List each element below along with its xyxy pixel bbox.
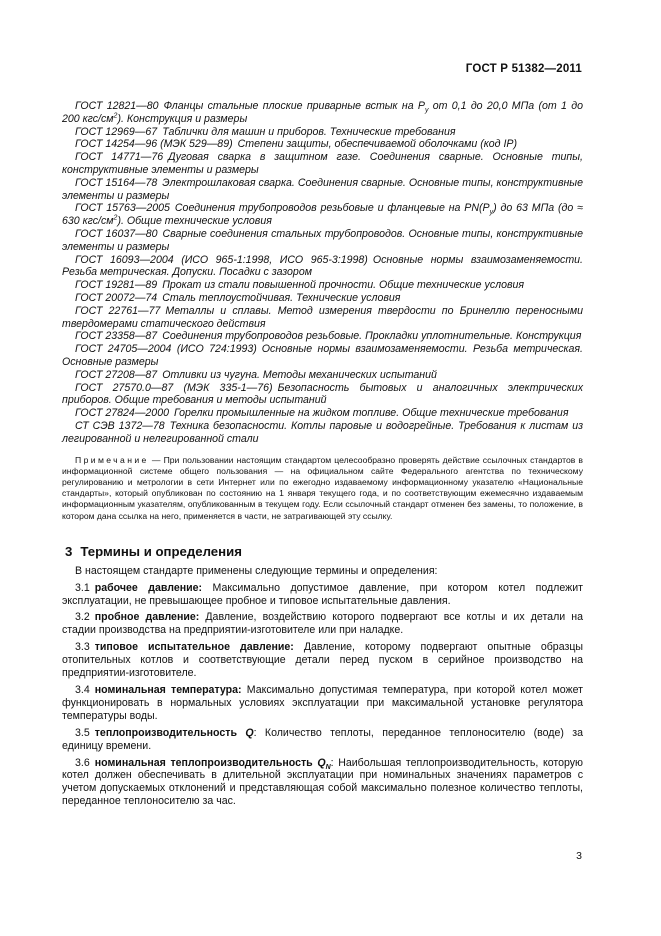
reference-item <box>62 305 583 331</box>
reference-item <box>62 382 583 408</box>
reference-title: Прокат из стали повышенной прочности. Общие технические условия <box>162 279 525 292</box>
reference-title: Соединения трубопроводов резьбовые. Прокладки уплотнительные. Конструкция <box>162 330 582 343</box>
reference-title: Основные нормы взаимозаменяемости. Резьба метрическая. Основные размеры <box>62 343 583 368</box>
reference-item <box>62 407 583 420</box>
reference-code: ГОСТ 22761—77 <box>75 304 161 317</box>
term-number: 3.1 <box>75 581 90 594</box>
term-definition <box>62 684 583 723</box>
reference-title-end: ). Конструкция и размеры <box>117 112 248 125</box>
reference-subscript: y <box>489 209 494 217</box>
reference-title: Фланцы стальные плоские приварные встык на P <box>163 100 425 112</box>
reference-item <box>62 100 583 126</box>
reference-item <box>62 151 583 177</box>
reference-item <box>62 177 583 203</box>
reference-title: Металлы и сплавы. Метод измерения твердости по Бринеллю переносными твердомерами статического действия <box>62 304 583 330</box>
term-number: 3.3 <box>75 641 90 654</box>
reference-code: ГОСТ 19281—89 <box>75 279 158 292</box>
reference-title: Таблички для машин и приборов. Технические требования <box>162 125 456 138</box>
reference-superscript: 2 <box>113 214 118 222</box>
note-text: — При пользовании настоящим стандартом целесообразно проверять действие ссылочных стандартов в информационной системе общего пользования — на официальном сайте Федерального агентства по техническому регулированию и метрологии в сети Интернет или по ежегодно издаваемому информационному указателю «Национальные стандарты», который опубликован по состоянию на 1 января текущего года, и по соответствующим ежемесячно издаваемым информационным указателям, опубликованным в текущем году. Если ссылочный стандарт отменен без замены, то положение, в котором дана ссылка на него, применяется в части, не затрагивающей эту ссылку. <box>62 454 583 521</box>
term-def: Максимально допустимая температура, при которой котел может функционировать в нормальных условиях эксплуатации при максимальной установке регулятора температуры воды. <box>62 683 583 722</box>
reference-title: Основные нормы взаимозаменяемости. Резьба метрическая. Допуски. Посадки с зазором <box>62 253 583 279</box>
reference-title: Техника безопасности. Котлы паровые и водогрейные. Требования к листам из легированной и нелегированной стали <box>62 419 584 445</box>
document-code: ГОСТ Р 51382—2011 <box>465 63 582 75</box>
reference-title: Безопасность бытовых и аналогичных электрических приборов. Общие требования и методы испытаний <box>62 381 583 407</box>
section-intro: В настоящем стандарте применены следующие термины и определения: <box>75 564 438 577</box>
term-def: Давление, воздействию которого подвергают все котлы и их детали на стадии производства на предприятии-изготовителе или при наладке. <box>62 611 583 637</box>
reference-title: Горелки промышленные на жидком топливе. Общие технические требования <box>173 407 569 420</box>
reference-title-cont: ) до 63 МПа (до ≈ 630 кгс/см <box>62 202 583 228</box>
reference-item <box>62 138 583 151</box>
reference-code: ГОСТ 14771—76 <box>75 151 164 164</box>
term-definition <box>62 641 583 680</box>
terms-list <box>62 582 583 809</box>
term-name: рабочее давление: <box>94 581 203 594</box>
reference-title: Электрошлаковая сварка. Соединения сварные. Основные типы, конструктивные элементы и размеры <box>62 176 583 202</box>
term-symbol: Q <box>245 726 254 739</box>
reference-item <box>62 343 583 369</box>
reference-code: ГОСТ 27824—2000 <box>75 407 169 420</box>
reference-title-cont: от 0,1 до 20,0 МПа (от 1 до 200 кгс/см <box>62 100 583 125</box>
reference-title: Дуговая сварка в защитном газе. Соединения сварные. Основные типы, конструктивные элементы и размеры <box>62 151 583 176</box>
reference-code: ГОСТ 23358—87 <box>75 330 158 343</box>
reference-superscript: 2 <box>113 112 118 120</box>
reference-code: ГОСТ 16093—2004 (ИСО 965-1:1998, ИСО 965-3:1998) <box>75 253 368 266</box>
reference-code: ГОСТ 24705—2004 (ИСО 724:1993) <box>75 343 257 356</box>
term-definition <box>62 757 583 809</box>
term-def: Давление, которому подвергают опытные образцы отопительных котлов и соответствующие детали перед пуском в серийное производство на предприятии-изготовителе. <box>62 641 584 680</box>
term-def: : Количество теплоты, переданное теплоносителю (воде) за единицу времени. <box>62 726 583 752</box>
term-definition <box>62 727 583 753</box>
page-number: 3 <box>576 850 582 862</box>
reference-item <box>62 228 583 254</box>
reference-title: Степени защиты, обеспечиваемой оболочками (код IP) <box>237 138 517 151</box>
section-title: Термины и определения <box>80 543 242 559</box>
normative-references <box>62 100 583 446</box>
reference-code: ГОСТ 27208—87 <box>75 368 158 381</box>
reference-code: ГОСТ 15164—78 <box>75 176 158 189</box>
term-definition <box>62 582 583 608</box>
page-content <box>62 100 583 812</box>
reference-item <box>62 254 583 280</box>
term-name: номинальная температура: <box>94 683 242 696</box>
term-symbol: Q <box>317 756 326 769</box>
reference-item <box>62 369 583 382</box>
reference-code: ГОСТ 27570.0—87 (МЭК 335-1—76) <box>75 381 273 394</box>
note <box>62 455 583 522</box>
reference-code: ГОСТ 14254—96 (МЭК 529—89) <box>75 138 233 151</box>
reference-title: Соединения трубопроводов резьбовые и фланцевые на PN(P <box>174 202 490 215</box>
reference-item <box>62 202 583 228</box>
reference-item <box>62 279 583 292</box>
term-name: номинальная теплопроизводительность <box>94 756 313 769</box>
term-name: типовое испытательное давление: <box>94 641 294 654</box>
reference-title: Отливки из чугуна. Методы механических испытаний <box>162 368 437 381</box>
section-heading <box>65 544 583 559</box>
reference-item <box>62 126 583 139</box>
note-label: Примечание <box>75 454 149 465</box>
term-def: Максимально допустимое давление, при котором котел подлежит эксплуатации, не превышающее пробное и типовое испытательные давления. <box>62 581 583 607</box>
section-number: 3 <box>65 543 73 559</box>
term-number: 3.5 <box>75 726 90 739</box>
reference-code: ГОСТ 12821—80 <box>75 100 159 112</box>
reference-code: ГОСТ 20072—74 <box>75 291 158 304</box>
reference-title: Сварные соединения стальных трубопроводов. Основные типы, конструктивные элементы и размеры <box>62 227 583 253</box>
reference-title: Сталь теплоустойчивая. Технические условия <box>162 291 401 304</box>
reference-code: ГОСТ 16037—80 <box>75 227 158 240</box>
term-number: 3.6 <box>75 756 90 769</box>
reference-item <box>62 330 583 343</box>
reference-code: ГОСТ 12969—67 <box>75 125 158 138</box>
reference-code: ГОСТ 15763—2005 <box>75 202 170 215</box>
term-number: 3.2 <box>75 611 90 624</box>
term-name: пробное давление: <box>94 611 200 624</box>
term-symbol-subscript: N <box>325 763 331 771</box>
reference-code: СТ СЭВ 1372—78 <box>75 419 165 432</box>
term-number: 3.4 <box>75 683 90 696</box>
term-definition <box>62 611 583 637</box>
reference-subscript: y <box>424 107 429 115</box>
reference-title-end: ). Общие технические условия <box>117 215 272 228</box>
reference-item <box>62 420 583 446</box>
term-def: : Наибольшая теплопроизводительность, которую котел должен обеспечивать в длительной эксплуатации при номинальных значениях параметров с учетом допускаемых отклонений и представляющая собой максимально полезное количество теплоты, переданное теплоносителю за час. <box>62 756 583 808</box>
term-name: теплопроизводительность <box>94 726 237 739</box>
reference-item <box>62 292 583 305</box>
